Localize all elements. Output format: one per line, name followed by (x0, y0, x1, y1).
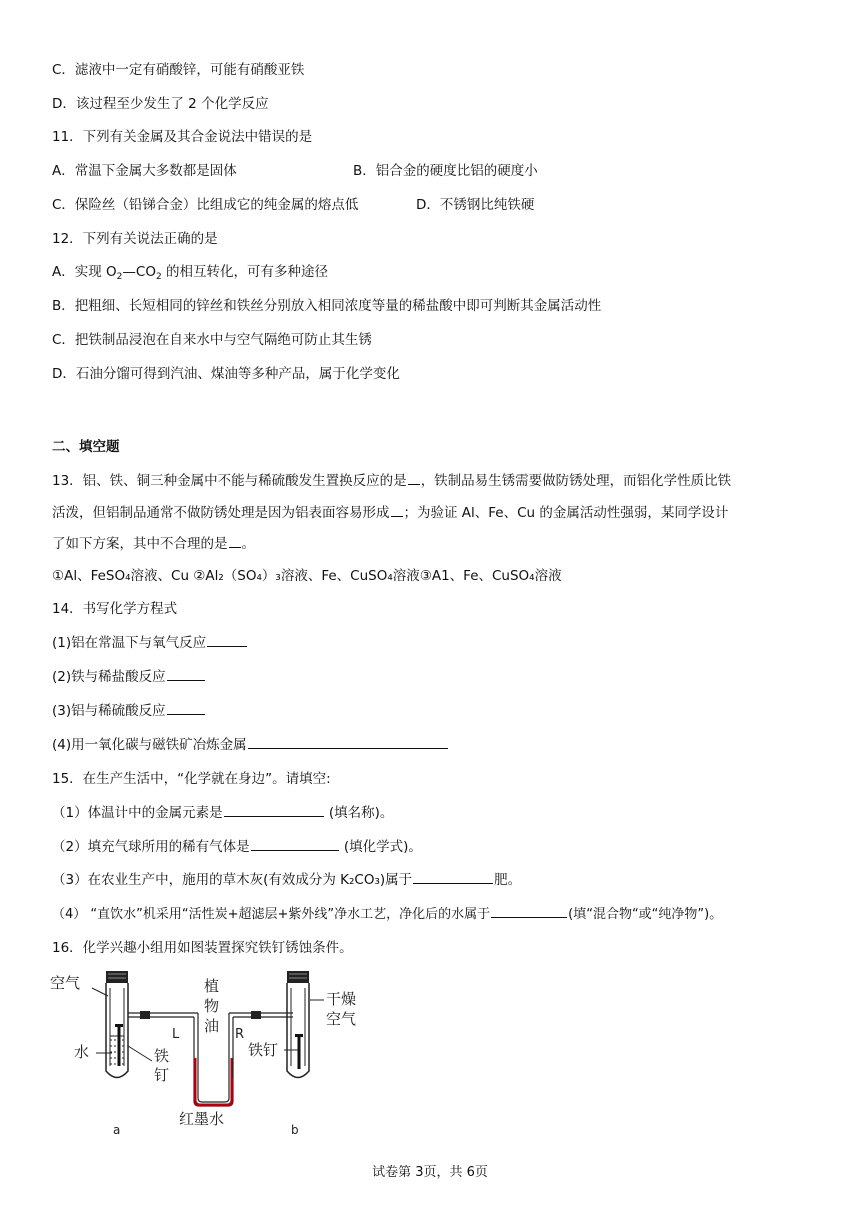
iron-rust-apparatus-figure (48, 966, 378, 1138)
answer-blank[interactable] (491, 905, 567, 918)
label-red-ink: 红墨水 (179, 1110, 225, 1128)
q12-option-b: B．把粗细、长短相同的锌丝和铁丝分别放入相同浓度等量的稀盐酸中即可判断其金属活动性 (52, 298, 602, 314)
label-dry-air-1: 干燥 (326, 990, 357, 1008)
iron-nail-b (295, 1034, 303, 1069)
answer-blank[interactable] (391, 504, 403, 517)
answer-blank[interactable] (229, 535, 241, 548)
page-footer: 试卷第 3页，共 6页 (372, 1165, 488, 1180)
q13-line-4: ①Al、FeSO₄溶液、Cu ②Al₂（SO₄）₃溶液、Fe、CuSO₄溶液③A1、Fe、CuSO₄溶液 (52, 568, 562, 584)
label-oil-1: 植 (204, 977, 220, 995)
q14-part-4: (4)用一氧化碳与磁铁矿冶炼金属 (52, 736, 449, 754)
label-oil-2: 物 (204, 997, 220, 1015)
q12-option-a: A．实现 $O_2—CO_2$ 的相互转化，可有多种途径 (52, 264, 328, 282)
label-air: 空气 (50, 974, 81, 992)
label-oil-3: 油 (204, 1017, 220, 1035)
q15-part-4: （4） “直饮水”机采用“活性炭+超滤层+紫外线”净水工艺，净化后的水属于 (填“混合物“或“纯净物”)。 (52, 907, 723, 922)
q10-option-c: C．滤液中一定有硝酸锌，可能有硝酸亚铁 (52, 62, 305, 78)
answer-blank[interactable] (248, 736, 448, 749)
q12-option-c: C．把铁制品浸泡在自来水中与空气隔绝可防止其生锈 (52, 332, 372, 348)
q14-part-3: (3)铝与稀硫酸反应 (52, 702, 206, 720)
q13-line-2: 活泼，但铝制品通常不做防锈处理是因为铝表面容易形成 ；为验证 Al、Fe、Cu 的金属活动性强弱，某同学设计 (52, 505, 729, 521)
q13-line-1: 13．铝、铁、铜三种金属中不能与稀硫酸发生置换反应的是 ，铁制品易生锈需要做防锈处理，而铝化学性质比铁 (52, 473, 732, 489)
q14-stem: 14．书写化学方程式 (52, 601, 178, 617)
label-R: R (235, 1027, 245, 1042)
q12-stem: 12．下列有关说法正确的是 (52, 231, 218, 247)
test-tube-b (287, 971, 309, 1078)
test-tube-a (106, 971, 128, 1078)
label-nail-a-1: 铁 (154, 1047, 170, 1065)
label-water: 水 (74, 1043, 90, 1061)
q14-part-1: (1)铝在常温下与氧气反应 (52, 634, 248, 652)
label-L: L (172, 1027, 180, 1042)
label-tube-b: b (291, 1123, 299, 1137)
answer-blank[interactable] (251, 838, 339, 851)
q11-option-a: A．常温下金属大多数都是固体 (52, 163, 237, 179)
label-nail-a-2: 钉 (154, 1066, 170, 1084)
q11-option-b: B．铝合金的硬度比铝的硬度小 (353, 163, 538, 179)
label-dry-air-2: 空气 (326, 1010, 357, 1028)
q11-stem: 11．下列有关金属及其合金说法中错误的是 (52, 129, 313, 145)
answer-blank[interactable] (167, 702, 205, 715)
water-hatching (110, 1036, 124, 1064)
q15-part-3: （3）在农业生产中，施用的草木灰(有效成分为 K₂CO₃)属于 肥。 (52, 872, 522, 888)
stopper-a (106, 971, 128, 983)
q10-option-d: D．该过程至少发生了 2 个化学反应 (52, 96, 269, 112)
answer-blank[interactable] (413, 871, 493, 884)
q15-part-1: （1）体温计中的金属元素是 (填名称)。 (52, 805, 394, 821)
answer-blank[interactable] (167, 668, 205, 681)
q11-option-c: C．保险丝（铅锑合金）比组成它的纯金属的熔点低 (52, 197, 359, 213)
answer-blank[interactable] (408, 472, 420, 485)
label-tube-a: a (113, 1123, 121, 1137)
u-tube (194, 1058, 233, 1106)
q15-part-2: （2）填充气球所用的稀有气体是 (填化学式)。 (52, 839, 422, 855)
section-title: 二、填空题 (52, 439, 120, 455)
q15-stem: 15．在生产生活中，“化学就在身边”。请填空: (52, 771, 331, 787)
q16-stem: 16．化学兴趣小组用如图装置探究铁钉锈蚀条件。 (52, 940, 353, 956)
q14-part-2: (2)铁与稀盐酸反应 (52, 668, 206, 686)
q12-option-d: D．石油分馏可得到汽油、煤油等多种产品，属于化学变化 (52, 366, 400, 382)
label-nail-b: 铁钉 (248, 1041, 279, 1059)
answer-blank[interactable] (224, 804, 324, 817)
iron-nail-a (115, 1024, 123, 1066)
q13-line-3: 了如下方案，其中不合理的是 。 (52, 536, 255, 552)
q11-option-d: D．不锈钢比纯铁硬 (416, 197, 535, 213)
answer-blank[interactable] (207, 634, 247, 647)
stopper-b (287, 971, 309, 983)
